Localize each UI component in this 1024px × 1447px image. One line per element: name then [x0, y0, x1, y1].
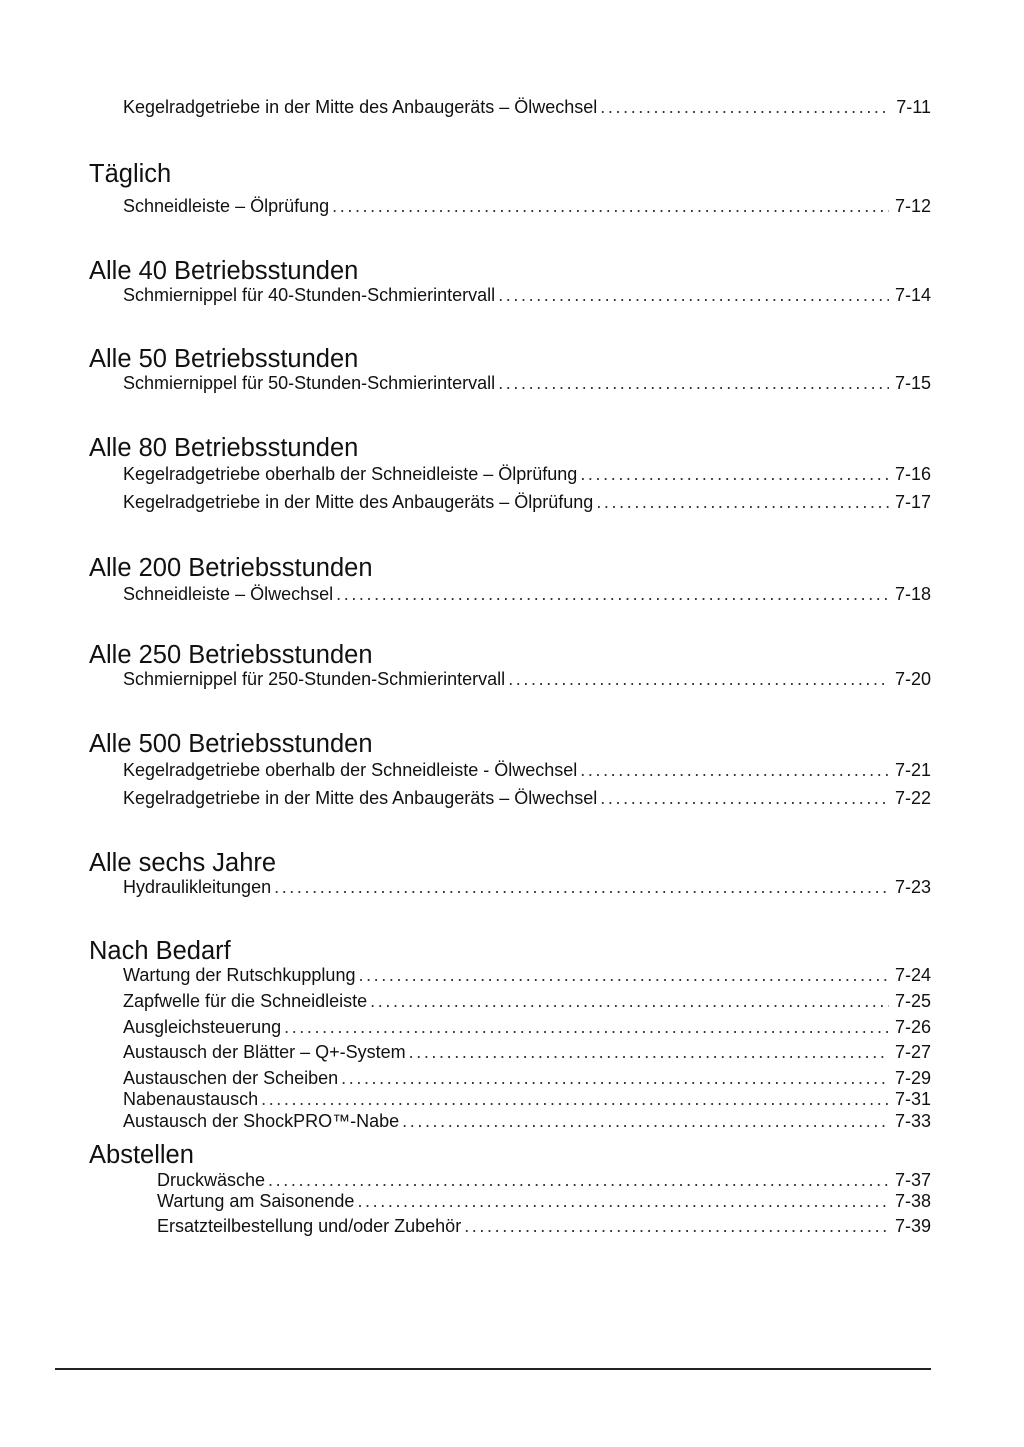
toc-entry-label: Kegelradgetriebe oberhalb der Schneidleiste – Ölprüfung	[123, 464, 578, 484]
toc-entry-label: Schneidleiste – Ölprüfung	[123, 196, 330, 216]
toc-entry-label: Hydraulikleitungen	[123, 877, 272, 897]
section-heading: Alle sechs Jahre	[89, 849, 277, 877]
section-heading: Alle 80 Betriebsstunden	[89, 434, 359, 462]
toc-entry-page: 7-18	[894, 584, 931, 604]
toc-entry[interactable]	[123, 197, 931, 215]
toc-entry-label: Schneidleiste – Ölwechsel	[123, 584, 334, 604]
toc-entry-label: Zapfwelle für die Schneidleiste	[123, 991, 368, 1011]
toc-entry[interactable]	[123, 1090, 931, 1108]
toc-entry-label: Schmiernippel für 50-Stunden-Schmierintervall	[123, 373, 496, 393]
dot-leader	[341, 1069, 889, 1087]
dot-leader	[580, 761, 889, 779]
toc-entry-label: Kegelradgetriebe in der Mitte des Anbaugeräts – Ölwechsel	[123, 788, 598, 808]
toc-entry-page: 7-37	[894, 1170, 931, 1190]
section-heading: Täglich	[89, 160, 172, 188]
dot-leader	[268, 1171, 889, 1189]
dot-leader	[261, 1090, 889, 1108]
toc-entry-page: 7-16	[894, 464, 931, 484]
toc-entry-page: 7-39	[894, 1216, 931, 1236]
toc-entry[interactable]	[123, 374, 931, 392]
toc-entry-label: Wartung am Saisonende	[157, 1191, 355, 1211]
toc-entry-page: 7-14	[894, 285, 931, 305]
toc-entry-label: Kegelradgetriebe in der Mitte des Anbaugeräts – Ölwechsel	[123, 97, 598, 117]
toc-entry-page: 7-12	[894, 196, 931, 216]
dot-leader	[284, 1018, 889, 1036]
toc-entry[interactable]	[123, 761, 931, 779]
section-heading: Abstellen	[89, 1141, 194, 1169]
dot-leader	[498, 286, 889, 304]
toc-entry-page: 7-22	[894, 788, 931, 808]
toc-entry-page: 7-27	[894, 1042, 931, 1062]
toc-entry-page: 7-25	[894, 991, 931, 1011]
toc-entry-page: 7-38	[894, 1191, 931, 1211]
toc-entry-label: Austauschen der Scheiben	[123, 1068, 339, 1088]
dot-leader	[508, 670, 889, 688]
dot-leader	[596, 493, 889, 511]
toc-entry-page: 7-20	[894, 669, 931, 689]
toc-entry-label: Kegelradgetriebe in der Mitte des Anbaugeräts – Ölprüfung	[123, 492, 594, 512]
toc-entry-label: Schmiernippel für 250-Stunden-Schmierintervall	[123, 669, 506, 689]
toc-entry-label: Kegelradgetriebe oberhalb der Schneidleiste - Ölwechsel	[123, 760, 578, 780]
toc-entry-page: 7-33	[894, 1111, 931, 1131]
toc-entry[interactable]	[157, 1217, 931, 1235]
dot-leader	[274, 878, 889, 896]
toc-entry[interactable]	[123, 1112, 931, 1130]
dot-leader	[336, 585, 889, 603]
dot-leader	[358, 966, 889, 984]
dot-leader	[464, 1217, 889, 1235]
toc-entry-page: 7-24	[894, 965, 931, 985]
dot-leader	[409, 1043, 889, 1061]
toc-entry[interactable]	[123, 966, 931, 984]
section-heading: Alle 250 Betriebsstunden	[89, 641, 373, 669]
toc-entry-page: 7-15	[894, 373, 931, 393]
toc-entry-label: Austausch der ShockPRO™-Nabe	[123, 1111, 400, 1131]
toc-entry-page: 7-31	[894, 1089, 931, 1109]
toc-entry[interactable]	[123, 878, 931, 896]
toc-entry-page: 7-21	[894, 760, 931, 780]
dot-leader	[402, 1112, 889, 1130]
section-heading: Alle 50 Betriebsstunden	[89, 345, 359, 373]
dot-leader	[580, 465, 889, 483]
section-heading: Alle 200 Betriebsstunden	[89, 554, 373, 582]
toc-entry-page: 7-11	[896, 97, 931, 117]
toc-entry[interactable]	[123, 789, 931, 807]
toc-entry-label: Austausch der Blätter – Q+-System	[123, 1042, 406, 1062]
toc-entry[interactable]	[123, 286, 931, 304]
toc-entry[interactable]	[123, 992, 931, 1010]
section-heading: Nach Bedarf	[89, 937, 231, 965]
toc-entry[interactable]	[123, 98, 931, 116]
footer-rule	[55, 1368, 931, 1370]
toc-entry[interactable]	[123, 1018, 931, 1036]
toc-entry[interactable]	[157, 1171, 931, 1189]
toc-entry-page: 7-17	[894, 492, 931, 512]
toc-entry[interactable]	[123, 465, 931, 483]
toc-entry[interactable]	[123, 493, 931, 511]
toc-entry[interactable]	[123, 1069, 931, 1087]
dot-leader	[600, 789, 889, 807]
toc-entry[interactable]	[123, 1043, 931, 1061]
toc-entry-label: Nabenaustausch	[123, 1089, 259, 1109]
dot-leader	[332, 197, 889, 215]
toc-entry-page: 7-23	[894, 877, 931, 897]
section-heading: Alle 500 Betriebsstunden	[89, 730, 373, 758]
dot-leader	[370, 992, 889, 1010]
section-heading: Alle 40 Betriebsstunden	[89, 257, 359, 285]
toc-entry-label: Wartung der Rutschkupplung	[123, 965, 356, 985]
toc-entry-label: Druckwäsche	[157, 1170, 266, 1190]
toc-entry[interactable]	[157, 1192, 931, 1210]
toc-entry[interactable]	[123, 585, 931, 603]
dot-leader	[357, 1192, 889, 1210]
toc-entry-page: 7-29	[894, 1068, 931, 1088]
dot-leader	[498, 374, 889, 392]
toc-entry-label: Schmiernippel für 40-Stunden-Schmierintervall	[123, 285, 496, 305]
toc-entry[interactable]	[123, 670, 931, 688]
dot-leader	[600, 98, 890, 116]
toc-entry-label: Ausgleichsteuerung	[123, 1017, 282, 1037]
toc-entry-label: Ersatzteilbestellung und/oder Zubehör	[157, 1216, 462, 1236]
toc-entry-page: 7-26	[894, 1017, 931, 1037]
